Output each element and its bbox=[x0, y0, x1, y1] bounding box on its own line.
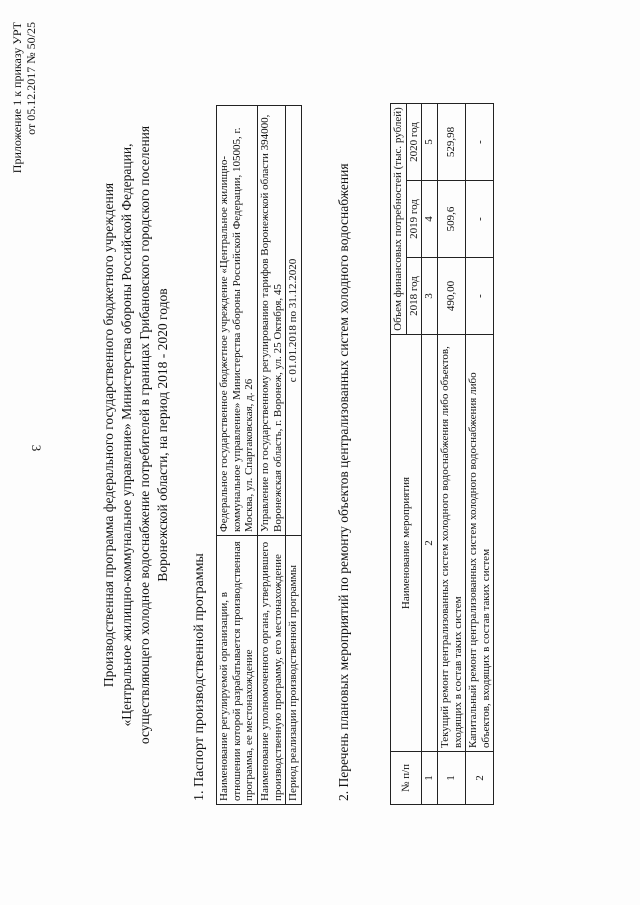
title-line-4: Воронежской области, на период 2018 - 2020 годов bbox=[154, 288, 170, 582]
column-number: 2 bbox=[422, 335, 438, 752]
column-number: 1 bbox=[422, 752, 438, 805]
row-number: 1 bbox=[437, 752, 465, 805]
table-row bbox=[217, 106, 258, 805]
passport-value: Федеральное государственное бюджетное учреждение «Центральное жилищно-коммунальное управление» Министерства обороны Российской Федерации, 105005, г. Москва, ул. Спартаковская, д. 26 bbox=[217, 106, 258, 536]
column-header-year: 2018 год bbox=[406, 258, 422, 335]
measure-name: Капитальный ремонт централизованных систем холодного водоснабжения либо объектов, входящих в состав таких систем bbox=[466, 335, 494, 752]
table-row bbox=[286, 106, 302, 805]
column-number: 5 bbox=[422, 104, 438, 181]
section-2-heading: 2. Перечень плановых мероприятий по ремонту объектов централизованных систем холодного водоснабжения bbox=[336, 163, 351, 801]
table-row bbox=[466, 104, 494, 805]
column-number-row bbox=[422, 104, 438, 805]
column-number: 4 bbox=[422, 181, 438, 258]
column-header-year: 2020 год bbox=[406, 104, 422, 181]
column-number: 3 bbox=[422, 258, 438, 335]
table-row bbox=[437, 104, 465, 805]
value-2018: - bbox=[466, 258, 494, 335]
table-row bbox=[257, 106, 285, 805]
column-header-year: 2019 год bbox=[406, 181, 422, 258]
appendix-line-1: Приложение 1 к приказу УРТ bbox=[10, 22, 24, 174]
passport-label: Период реализации производственной программы bbox=[286, 536, 302, 805]
passport-value: с 01.01.2018 по 31.12.2020 bbox=[286, 106, 302, 536]
title-line-3: осуществляющего холодное водоснабжение потребителей в границах Грибановского городского поселения bbox=[136, 125, 152, 745]
value-2018: 490,00 bbox=[437, 258, 465, 335]
measure-name: Текущий ремонт централизованных систем холодного водоснабжения либо объектов, входящих в состав таких систем bbox=[437, 335, 465, 752]
appendix-note bbox=[10, 22, 39, 173]
measures-table bbox=[390, 103, 494, 805]
column-header-volume: Объем финансовых потребностей (тыс. рублей) bbox=[391, 104, 407, 335]
table-header-row bbox=[391, 104, 407, 805]
title-line-2: «Центральное жилищно-коммунальное управление» Министерства обороны Российской Федерации, bbox=[118, 143, 134, 727]
value-2019: 509,6 bbox=[437, 181, 465, 258]
passport-value: Управление по государственному регулированию тарифов Воронежской области 394000, Воронежская область, г. Воронеж, ул. 25 Октября, 45 bbox=[257, 106, 285, 536]
passport-label: Наименование уполномоченного органа, утвердившего производственную программу, его местонахождение bbox=[257, 536, 285, 805]
value-2020: 529,98 bbox=[437, 104, 465, 181]
column-header-num: № п/п bbox=[391, 752, 422, 805]
page-number: 3 bbox=[29, 444, 44, 452]
value-2019: - bbox=[466, 181, 494, 258]
section-1-heading: 1. Паспорт производственной программы bbox=[192, 553, 207, 801]
document-title bbox=[100, 85, 172, 785]
title-line-1: Производственная программа федерального государственного бюджетного учреждения bbox=[101, 182, 116, 688]
appendix-line-2: от 05.12.2017 № 50/25 bbox=[24, 22, 39, 135]
passport-label: Наименование регулируемой организации, в отношении которой разрабатывается производственная программа, ее местонахождение bbox=[217, 536, 258, 805]
passport-table bbox=[216, 105, 302, 805]
column-header-name: Наименование мероприятия bbox=[391, 335, 422, 752]
value-2020: - bbox=[466, 104, 494, 181]
row-number: 2 bbox=[466, 752, 494, 805]
